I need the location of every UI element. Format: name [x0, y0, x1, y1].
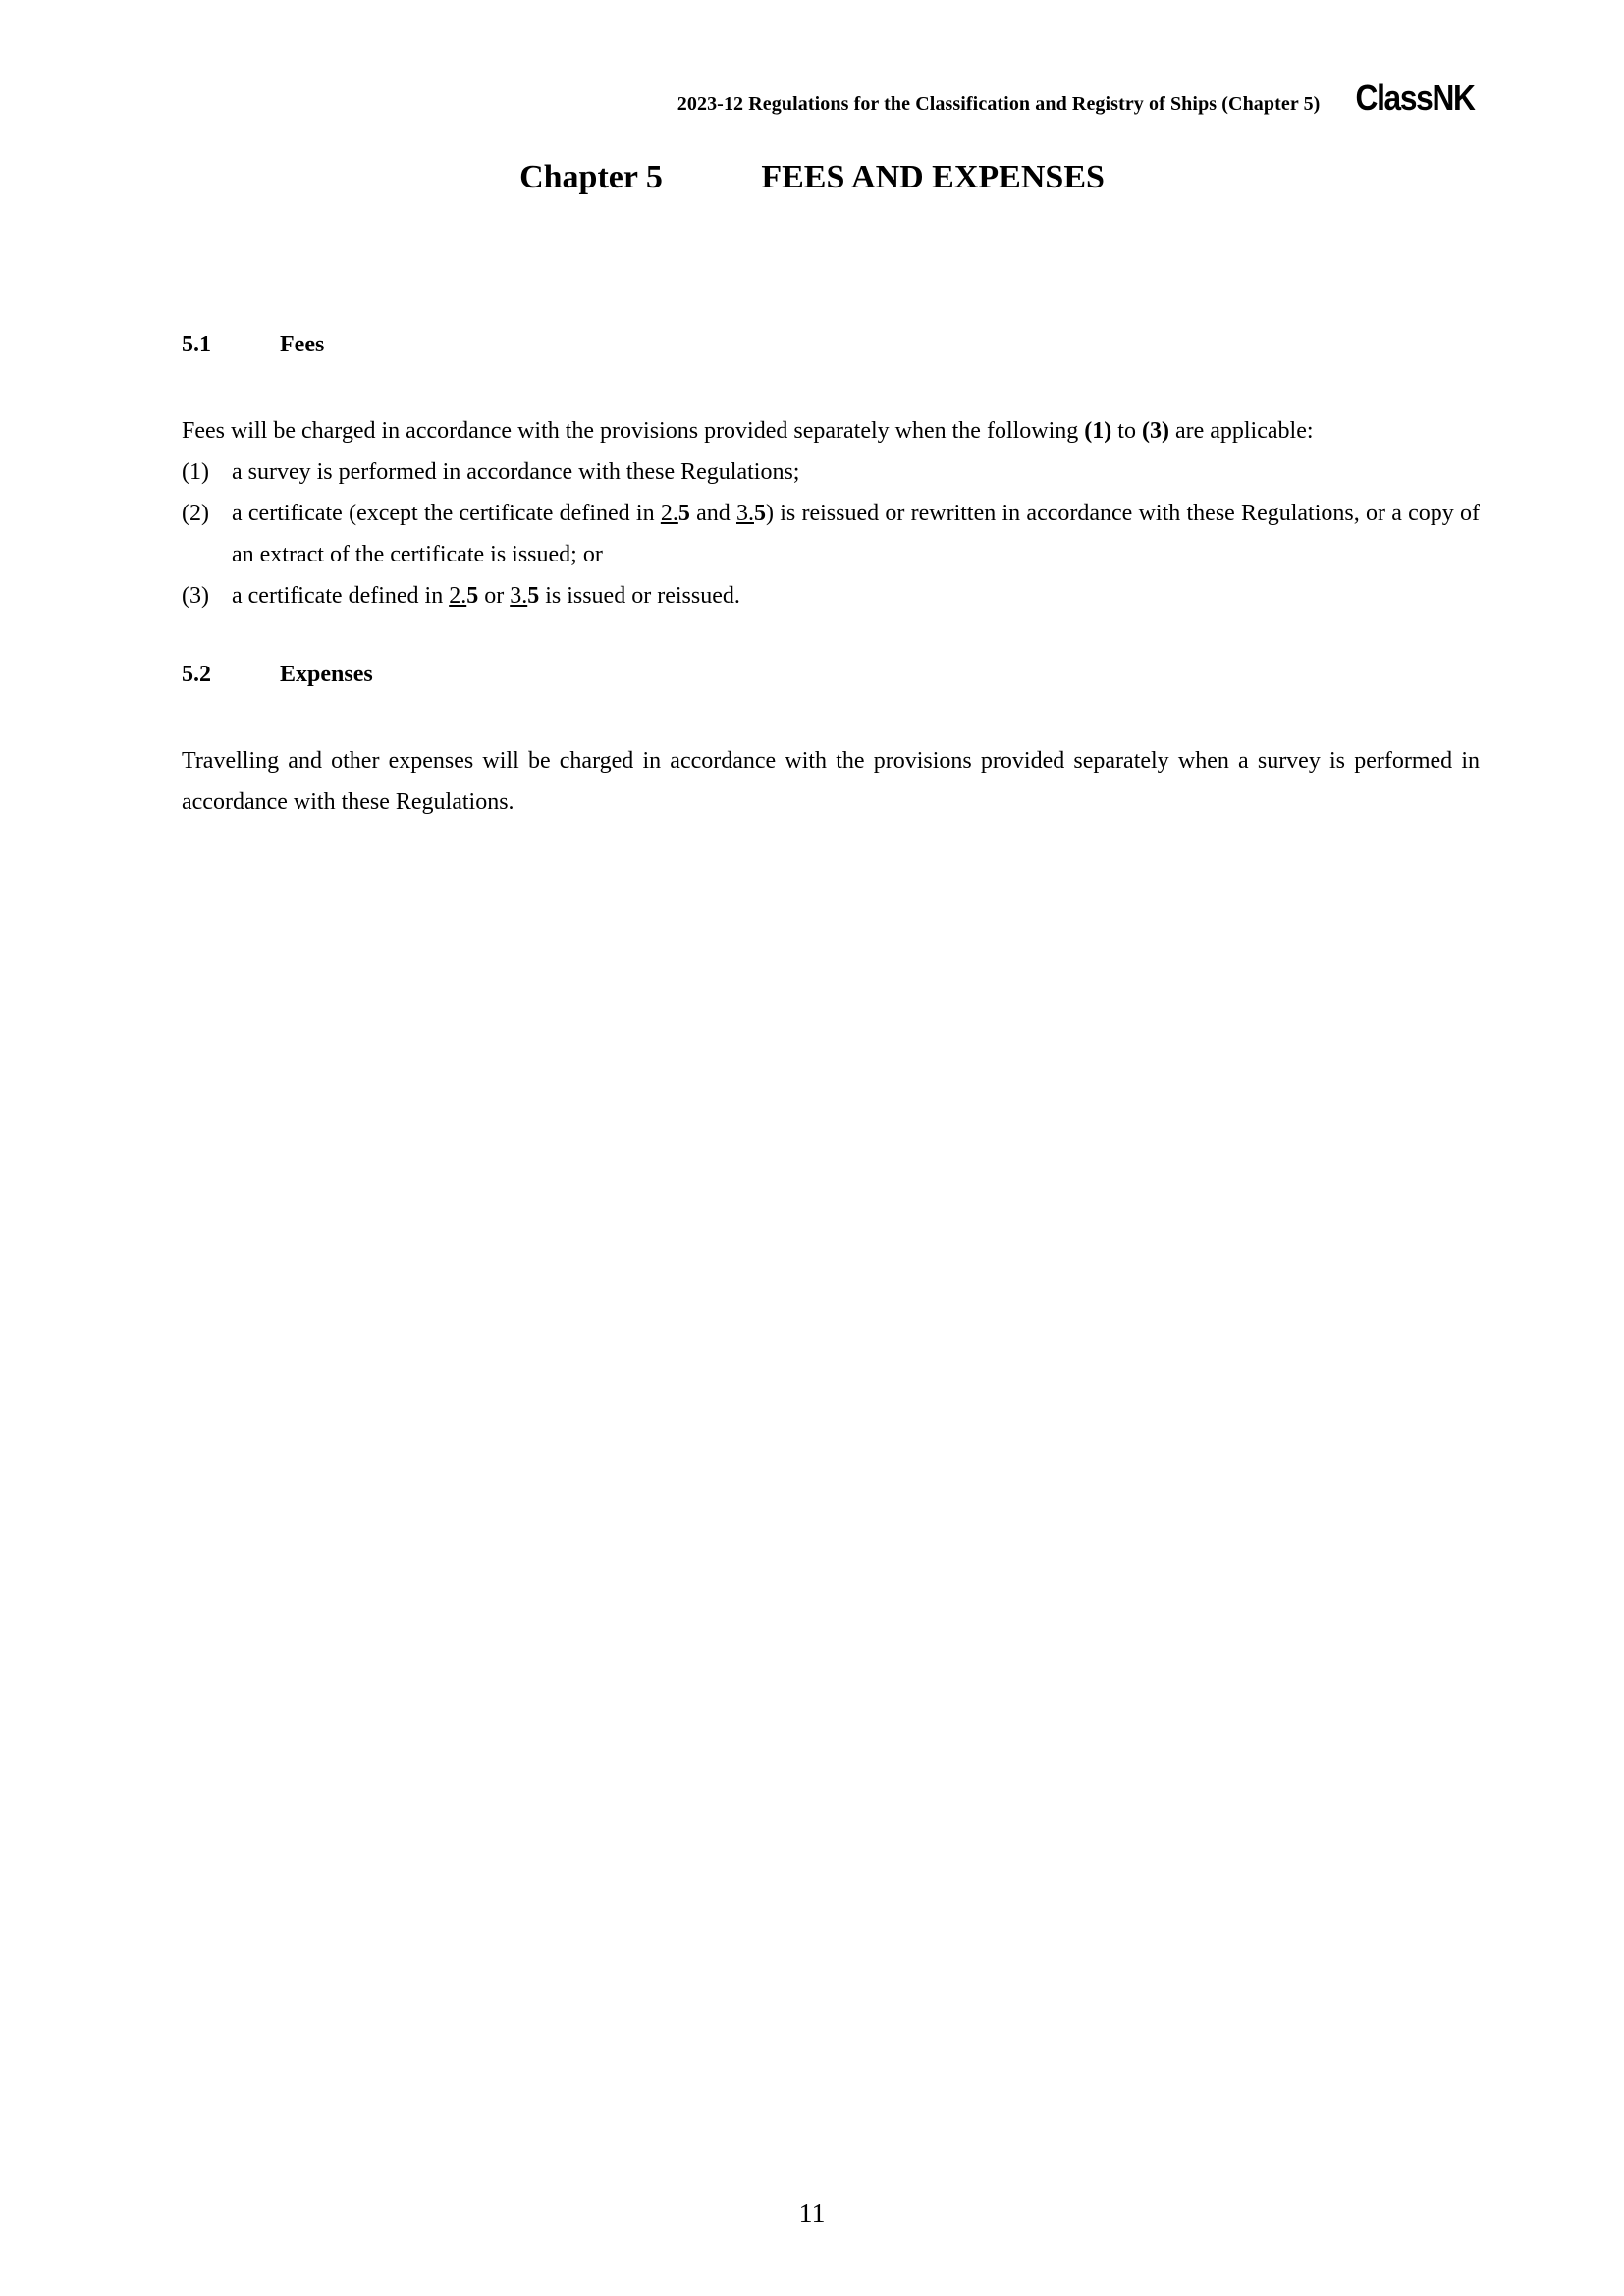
list-item-text: a survey is performed in accordance with these Regulations; — [232, 459, 800, 485]
list-item-number: (2) — [182, 501, 209, 526]
list-item-text: a certificate (except the certificate defined in — [232, 501, 661, 526]
list-item-text: is issued or reissued. — [539, 583, 740, 609]
ref-prefix: 3. — [510, 583, 528, 609]
chapter-title — [0, 159, 1624, 196]
list-item — [182, 452, 1480, 493]
section-heading-5-2 — [182, 662, 373, 688]
list-item-text: or — [478, 583, 511, 609]
running-header-title: 2023-12 Regulations for the Classification and Registry of Ships (Chapter 5) — [677, 92, 1321, 115]
list-item-text: and — [689, 501, 736, 526]
page-number: 11 — [798, 2199, 826, 2229]
chapter-heading: FEES AND EXPENSES — [761, 159, 1105, 195]
intro-bold-ref: (3) — [1141, 418, 1169, 444]
intro-bold-ref: (1) — [1084, 418, 1112, 444]
ref-prefix: 3. — [735, 501, 754, 526]
intro-text: to — [1111, 418, 1142, 444]
ref-prefix: 2. — [660, 501, 678, 526]
intro-text: are applicable: — [1168, 418, 1314, 444]
section-heading-5-1 — [182, 332, 324, 358]
expenses-paragraph: Travelling and other expenses will be charged in accordance with the provisions provided separately when a survey is performed in accordance with these Regulations. — [182, 748, 1480, 815]
list-item-text: ) is reissued or rewritten in accordance with these Regulations, or a copy of an extract of the certificate is issued; or — [232, 501, 1481, 567]
section-body-5-1 — [182, 410, 1480, 616]
cross-reference-link[interactable] — [736, 501, 766, 526]
ref-suffix: 5 — [527, 583, 540, 609]
cross-reference-link[interactable] — [510, 583, 539, 609]
intro-text: Fees will be charged in accordance with the provisions provided separately when the following — [182, 418, 1085, 444]
cross-reference-link[interactable] — [449, 583, 478, 609]
ref-suffix: 5 — [753, 501, 766, 526]
section-number: 5.1 — [182, 332, 211, 357]
section-title: Fees — [280, 332, 325, 357]
ref-prefix: 2. — [449, 583, 467, 609]
list-item-text: a certificate defined in — [232, 583, 450, 609]
classnk-logo: ClassNK — [1355, 78, 1475, 118]
section-title: Expenses — [280, 662, 373, 687]
section-body-5-2 — [182, 740, 1480, 823]
running-header — [677, 80, 1475, 116]
fees-conditions-list — [182, 452, 1480, 616]
cross-reference-link[interactable] — [661, 501, 690, 526]
list-item-number: (1) — [182, 459, 209, 485]
chapter-number: Chapter 5 — [519, 159, 663, 195]
list-item — [182, 575, 1480, 616]
list-item-number: (3) — [182, 583, 209, 609]
section-number: 5.2 — [182, 662, 211, 687]
ref-suffix: 5 — [677, 501, 690, 526]
list-item — [182, 493, 1480, 575]
ref-suffix: 5 — [466, 583, 479, 609]
fees-intro-paragraph — [182, 410, 1480, 452]
